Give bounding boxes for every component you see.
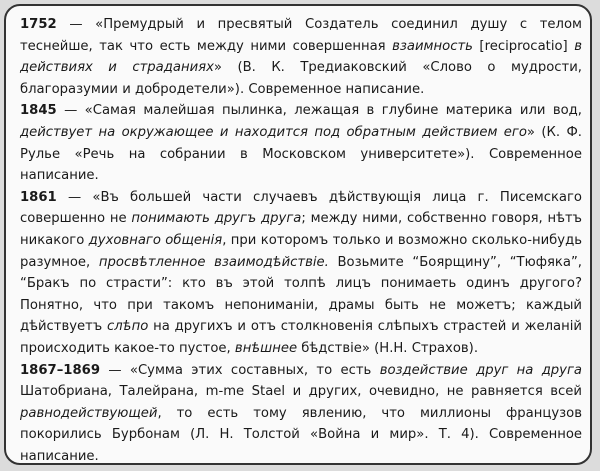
text-fragment: — «Сумма этих составных, то есть [100, 362, 380, 378]
text-fragment: — «Премудрый и пресвятый Создатель соединил душу с телом теснейше, так что есть между ними совершенная [20, 17, 582, 54]
entry-year: 1845 [20, 103, 57, 119]
quote-entry [20, 360, 582, 466]
quotes-list [20, 14, 582, 465]
italic-fragment: воздействие друг на друга [379, 362, 582, 378]
italic-fragment: внѣшнее [234, 340, 298, 356]
text-fragment: ; между ними, собственно говоря, нѣтъ никакого [20, 211, 582, 248]
italic-fragment: в действиях и страданиях [20, 38, 583, 76]
text-fragment: » (В. К. Тредиаковский «Слово о мудрости, благоразумии и добродетели»). Современное написание. [20, 60, 582, 97]
quote-frame [4, 4, 592, 465]
entry-year: 1752 [20, 17, 57, 32]
italic-fragment: слѣпо [107, 319, 149, 335]
quote-entry [20, 100, 582, 186]
italic-fragment: духовнаго общенія [88, 232, 223, 248]
text-fragment: бѣдствіе» (Н.Н. Страхов). [297, 340, 479, 356]
text-fragment: , то есть тому явлению, что миллионы французов покорились Бурбонам (Л. Н. Толстой «Война и мир». Т. 4). Современное написание. [20, 405, 582, 464]
text-fragment: — «Въ большей части случаевъ дѣйствующія лица г. Писемскаго совершенно не [20, 189, 582, 227]
text-fragment: [reciprocatio] [472, 38, 575, 54]
entry-year: 1861 [20, 189, 57, 205]
quote-entry [20, 187, 582, 360]
text-fragment: — «Самая малейшая пылинка, лежащая в глубине материка или вод, [56, 103, 582, 119]
entry-year: 1867–1869 [20, 362, 101, 378]
italic-fragment: равнодействующей [20, 405, 158, 421]
text-fragment: Возьмите “Боярщину”, “Тюфяка”, “Бракъ по страсти”: кто въ этой толпѣ лицъ понимаеть одинъ другого? Понятно, что при такомъ непониманіи, драмы быть не можетъ; каждый дѣйствуетъ [20, 254, 582, 335]
text-fragment: , при которомъ только и возможно сколько-нибудь разумное, [20, 232, 582, 270]
italic-fragment: действует на окружающее и находится под обратным действием его [20, 124, 527, 140]
italic-fragment: понимають другъ друга [131, 211, 302, 227]
quote-entry [20, 14, 582, 100]
text-fragment: на другихъ и отъ столкновенія слѣпыхъ страстей и желаній происходить какое-то пустое, [20, 319, 582, 356]
italic-fragment: взаимность [392, 38, 473, 54]
text-fragment: » (К. Ф. Рулье «Речь на собрании в Московском университете»). Современное написание. [20, 124, 582, 184]
italic-fragment: просвѣтленное взаимодѣйствіе. [98, 254, 329, 270]
text-fragment: Шатобриана, Талейрана, m-me Stael и других, очевидно, не равняется всей [20, 384, 582, 400]
